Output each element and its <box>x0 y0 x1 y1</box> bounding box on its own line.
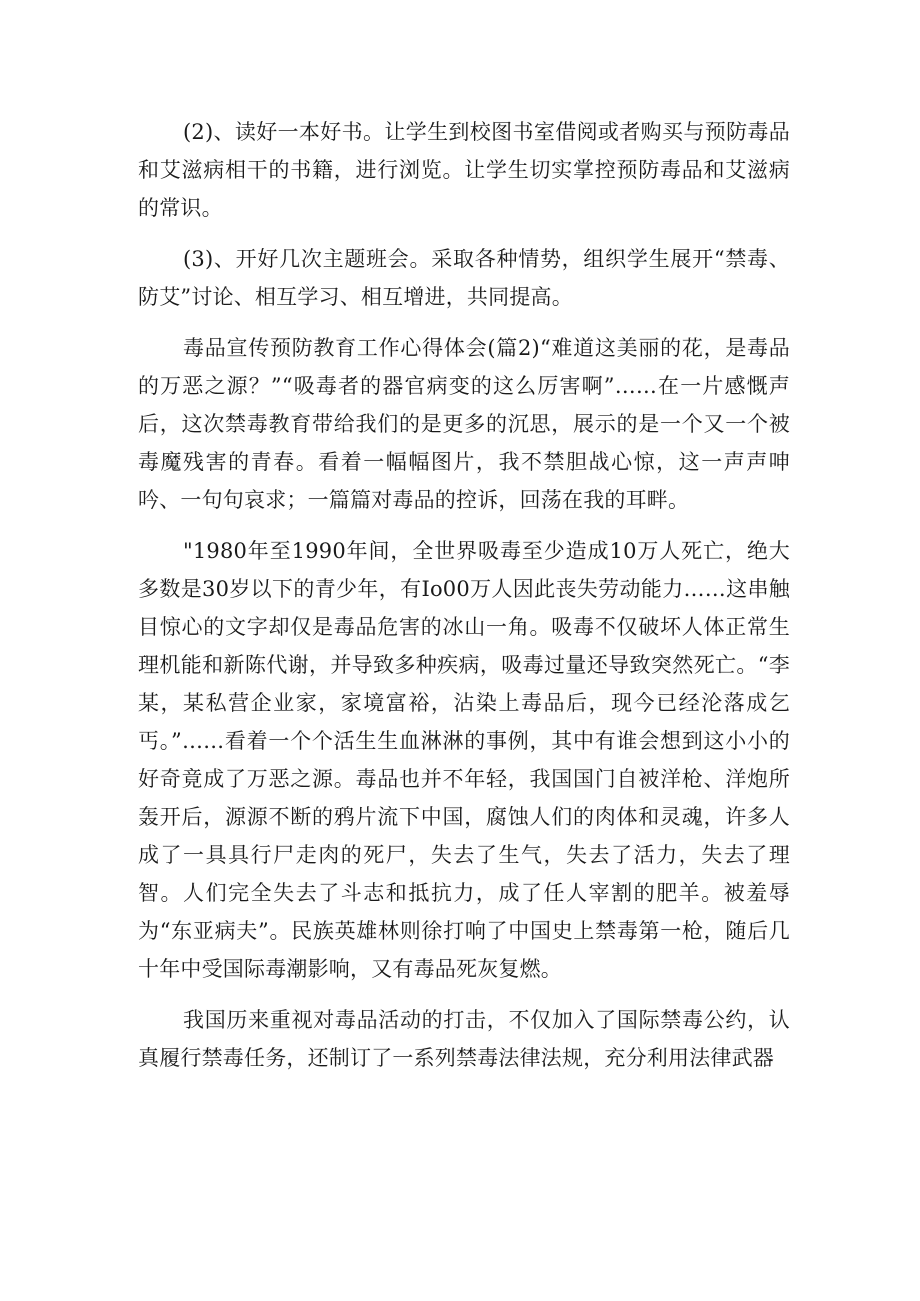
paragraph-national-policy: 我国历来重视对毒品活动的打击，不仅加入了国际禁毒公约，认真履行禁毒任务，还制订了一系列禁毒法律法规，充分利用法律武器 <box>138 1008 790 1070</box>
paragraph-drug-harm-history: "1980年至1990年间，全世界吸毒至少造成10万人死亡，绝大多数是30岁以下的青少年，有Io00万人因此丧失劳动能力……这串触目惊心的文字却仅是毒品危害的冰山一角。吸毒不仅破坏人体正常生理机能和新陈代谢，并导致多种疾病，吸毒过量还导致突然死亡。“李某，某私营企业家，家境富裕，沾染上毒品后，现今已经沦落成乞丐。”……看着一个个活生生血淋淋的事例，其中有谁会想到这小小的好奇竟成了万恶之源。毒品也并不年轻，我国国门自被洋枪、洋炮所轰开后，源源不断的鸦片流下中国，腐蚀人们的肉体和灵魂，许多人成了一具具行尸走肉的死尸，失去了生气，失去了活力，失去了理智。人们完全失去了斗志和抵抗力，成了任人宰割的肥羊。被羞辱为“东亚病夫”。民族英雄林则徐打响了中国史上禁毒第一枪，随后几十年中受国际毒潮影响，又有毒品死灰复燃。 <box>138 539 790 981</box>
document-body <box>138 113 790 1090</box>
paragraph-reading: (2)、读好一本好书。让学生到校图书室借阅或者购买与预防毒品和艾滋病相干的书籍，进行浏览。让学生切实掌控预防毒品和艾滋病的常识。 <box>138 120 790 220</box>
paragraph-class-meeting: (3)、开好几次主题班会。采取各种情势，组织学生展开“禁毒、防艾”讨论、相互学习、相互增进，共同提高。 <box>138 247 790 309</box>
paragraph-reflection-intro: 毒品宣传预防教育工作心得体会(篇2)“难道这美丽的花，是毒品的万恶之源？”“吸毒者的器官病变的这么厉害啊”……在一片感慨声后，这次禁毒教育带给我们的是更多的沉思，展示的是一个又一个被毒魔残害的青春。看着一幅幅图片，我不禁胆战心惊，这一声声呻吟、一句句哀求；一篇篇对毒品的控诉，回荡在我的耳畔。 <box>138 336 790 512</box>
